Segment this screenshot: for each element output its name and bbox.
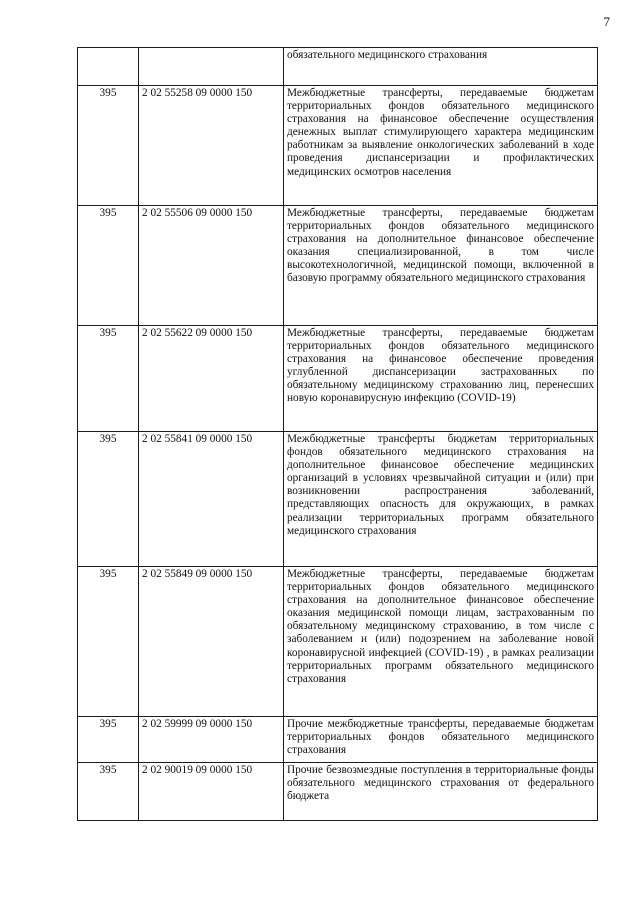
revenue-name-cell: Прочие межбюджетные трансферты, передаваемые бюджетам территориальных фондов обязательного медицинского страхования bbox=[284, 717, 598, 763]
admin-code-cell: 395 bbox=[78, 432, 139, 567]
budget-classification-table bbox=[77, 47, 598, 821]
table-row bbox=[78, 206, 598, 326]
revenue-name-cell: Межбюджетные трансферты, передаваемые бюджетам территориальных фондов обязательного медицинского страхования на финансовое обеспечение проведения углубленной диспансеризации застрахованных по обязательному медицинскому страхованию лиц, перенесших новую коронавирусную инфекцию (COVID-19) bbox=[284, 326, 598, 432]
classification-code-cell: 2 02 90019 09 0000 150 bbox=[139, 763, 284, 821]
revenue-name-cell: Межбюджетные трансферты, передаваемые бюджетам территориальных фондов обязательного медицинского страхования на дополнительное финансовое обеспечение оказания медицинской помощи лицам, застрахованным по обязательному медицинскому страхованию, в том числе с заболеванием и (или) подозрением на заболевание новой коронавирусной инфекцией (COVID-19) , в рамках реализации территориальных программ обязательного медицинского страхования bbox=[284, 567, 598, 717]
page-number: 7 bbox=[603, 14, 610, 29]
classification-code-cell: 2 02 55849 09 0000 150 bbox=[139, 567, 284, 717]
table-row bbox=[78, 48, 598, 86]
admin-code-cell bbox=[78, 48, 139, 86]
table-row bbox=[78, 86, 598, 206]
classification-code-cell bbox=[139, 48, 284, 86]
admin-code-cell: 395 bbox=[78, 567, 139, 717]
admin-code-cell: 395 bbox=[78, 86, 139, 206]
admin-code-cell: 395 bbox=[78, 763, 139, 821]
admin-code-cell: 395 bbox=[78, 717, 139, 763]
table-row bbox=[78, 717, 598, 763]
classification-code-cell: 2 02 59999 09 0000 150 bbox=[139, 717, 284, 763]
classification-code-cell: 2 02 55506 09 0000 150 bbox=[139, 206, 284, 326]
revenue-name-cell: Межбюджетные трансферты бюджетам территориальных фондов обязательного медицинского страхования на дополнительное финансовое обеспечение медицинских организаций в условиях чрезвычайной ситуации и (или) при возникновении распространения заболеваний, представляющих опасность для окружающих, в рамках реализации территориальных программ обязательного медицинского страхования bbox=[284, 432, 598, 567]
table-row bbox=[78, 567, 598, 717]
revenue-name-cell: Межбюджетные трансферты, передаваемые бюджетам территориальных фондов обязательного медицинского страхования на дополнительное финансовое обеспечение оказания специализированной, в том числе высокотехнологичной, медицинской помощи, включенной в базовую программу обязательного медицинского страхования bbox=[284, 206, 598, 326]
admin-code-cell: 395 bbox=[78, 326, 139, 432]
table-row bbox=[78, 432, 598, 567]
table-row bbox=[78, 763, 598, 821]
table-row bbox=[78, 326, 598, 432]
revenue-name-cell: Межбюджетные трансферты, передаваемые бюджетам территориальных фондов обязательного медицинского страхования на финансовое обеспечение осуществления денежных выплат стимулирующего характера медицинским работникам за выявление онкологических заболеваний в ходе проведения диспансеризации и профилактических медицинских осмотров населения bbox=[284, 86, 598, 206]
classification-code-cell: 2 02 55622 09 0000 150 bbox=[139, 326, 284, 432]
revenue-name-cell: обязательного медицинского страхования bbox=[284, 48, 598, 86]
revenue-name-cell: Прочие безвозмездные поступления в территориальные фонды обязательного медицинского страхования от федерального бюджета bbox=[284, 763, 598, 821]
classification-code-cell: 2 02 55258 09 0000 150 bbox=[139, 86, 284, 206]
classification-code-cell: 2 02 55841 09 0000 150 bbox=[139, 432, 284, 567]
admin-code-cell: 395 bbox=[78, 206, 139, 326]
